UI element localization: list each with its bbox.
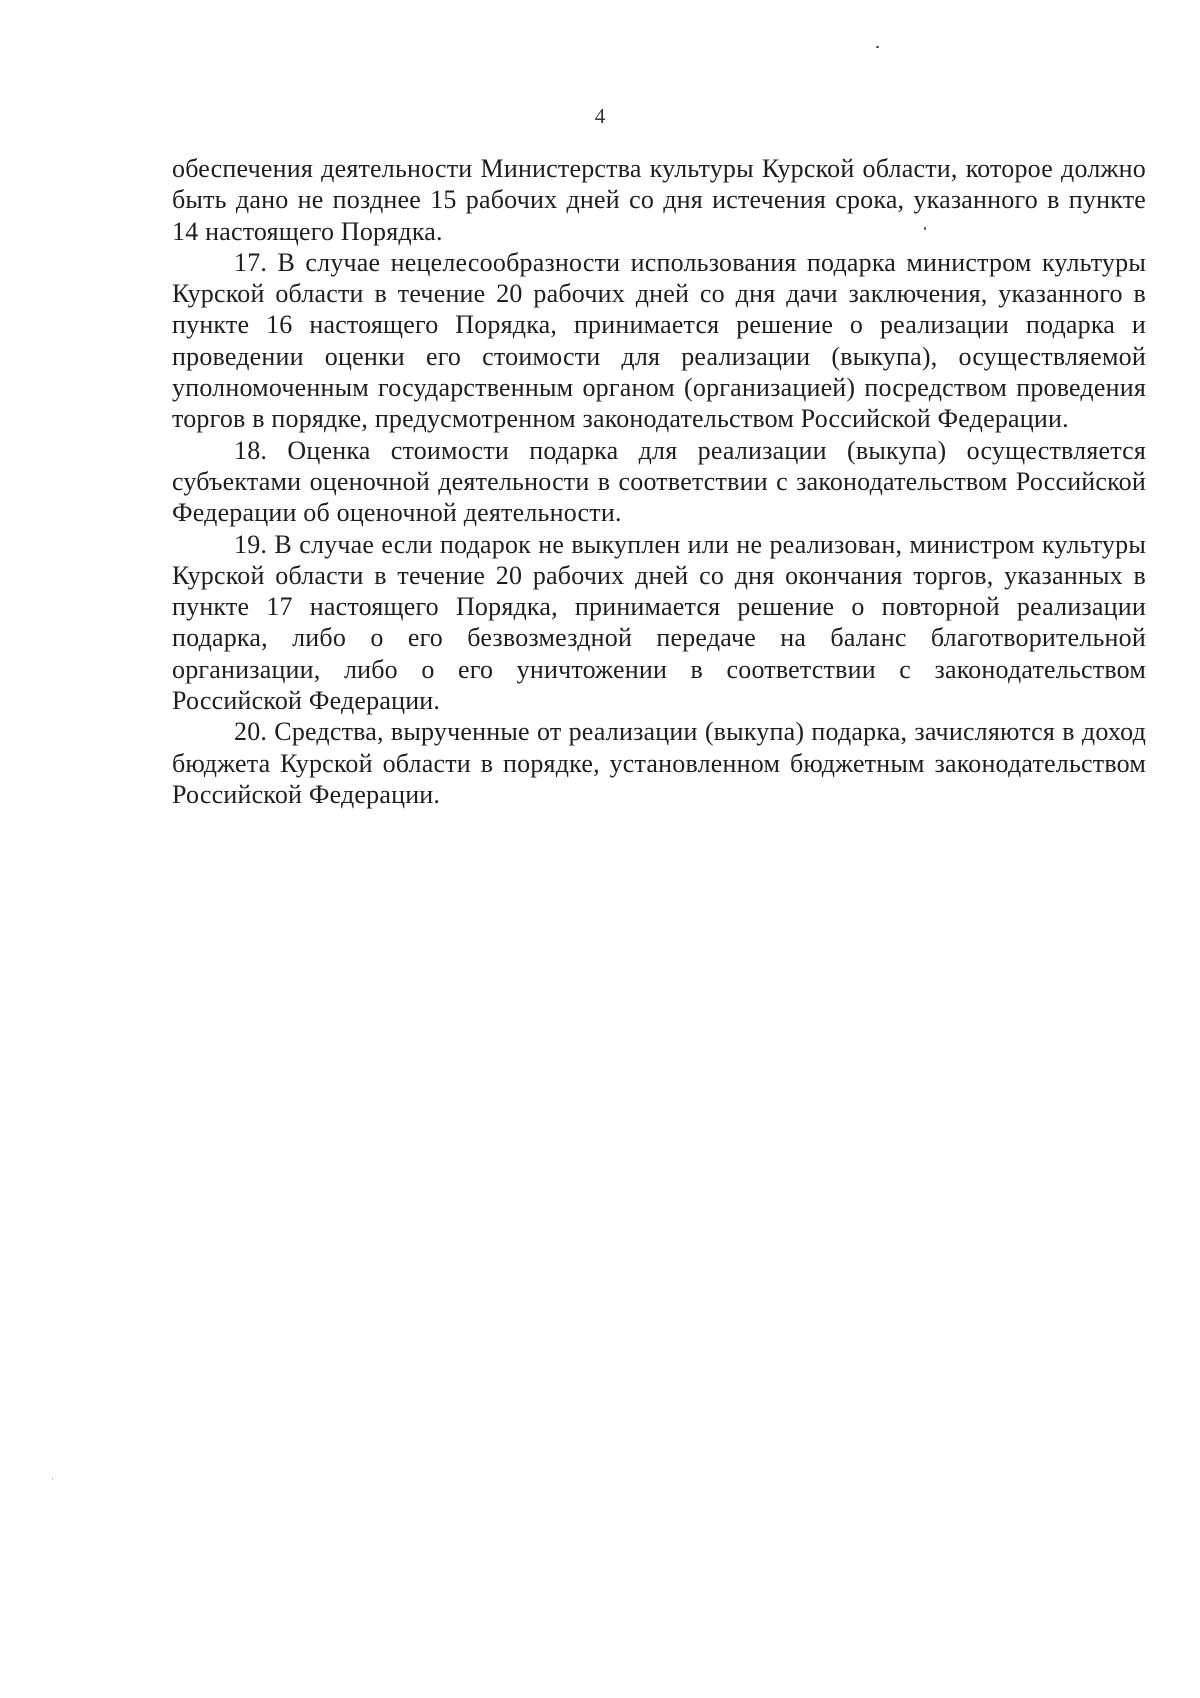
paragraph-19: 19. В случае если подарок не выкуплен или не реализован, министром культуры Курской области в течение 20 рабочих дней со дня окончания торгов, указанных в пункте 17 настоящего Порядка, принимается решение о повторной реализации подарка, либо о его безвозмездной передаче на баланс благотворительной организации, либо о его уничтожении в соответствии с законодательством Российской Федерации. xyxy=(172,529,1146,716)
paragraph-20: 20. Средства, вырученные от реализации (выкупа) подарка, зачисляются в доход бюджета Курской области в порядке, установленном бюджетным законодательством Российской Федерации. xyxy=(172,717,1146,809)
paragraph-18: 18. Оценка стоимости подарка для реализации (выкупа) осуществляется субъектами оценочной деятельности в соответствии с законодательством Российской Федерации об оценочной деятельности. xyxy=(172,435,1146,528)
page-number: 4 xyxy=(594,104,606,128)
scan-speck xyxy=(52,1478,53,1480)
document-body xyxy=(172,153,1146,810)
scan-speck xyxy=(876,46,879,48)
paragraph-17: 17. В случае нецелесообразности использования подарка министром культуры Курской области в течение 20 рабочих дней со дня дачи заключения, указанного в пункте 16 настоящего Порядка, принимается решение о реализации подарка и проведении оценки его стоимости для реализации (выкупа), осуществляемой уполномоченным государственным органом (организацией) посредством проведения торгов в порядке, предусмотренном законодательством Российской Федерации. xyxy=(172,247,1146,434)
paragraph-continuation: обеспечения деятельности Министерства культуры Курской области, которое должно быть дано не позднее 15 рабочих дней со дня истечения срока, указанного в пункте 14 настоящего Порядка. xyxy=(172,154,1146,246)
